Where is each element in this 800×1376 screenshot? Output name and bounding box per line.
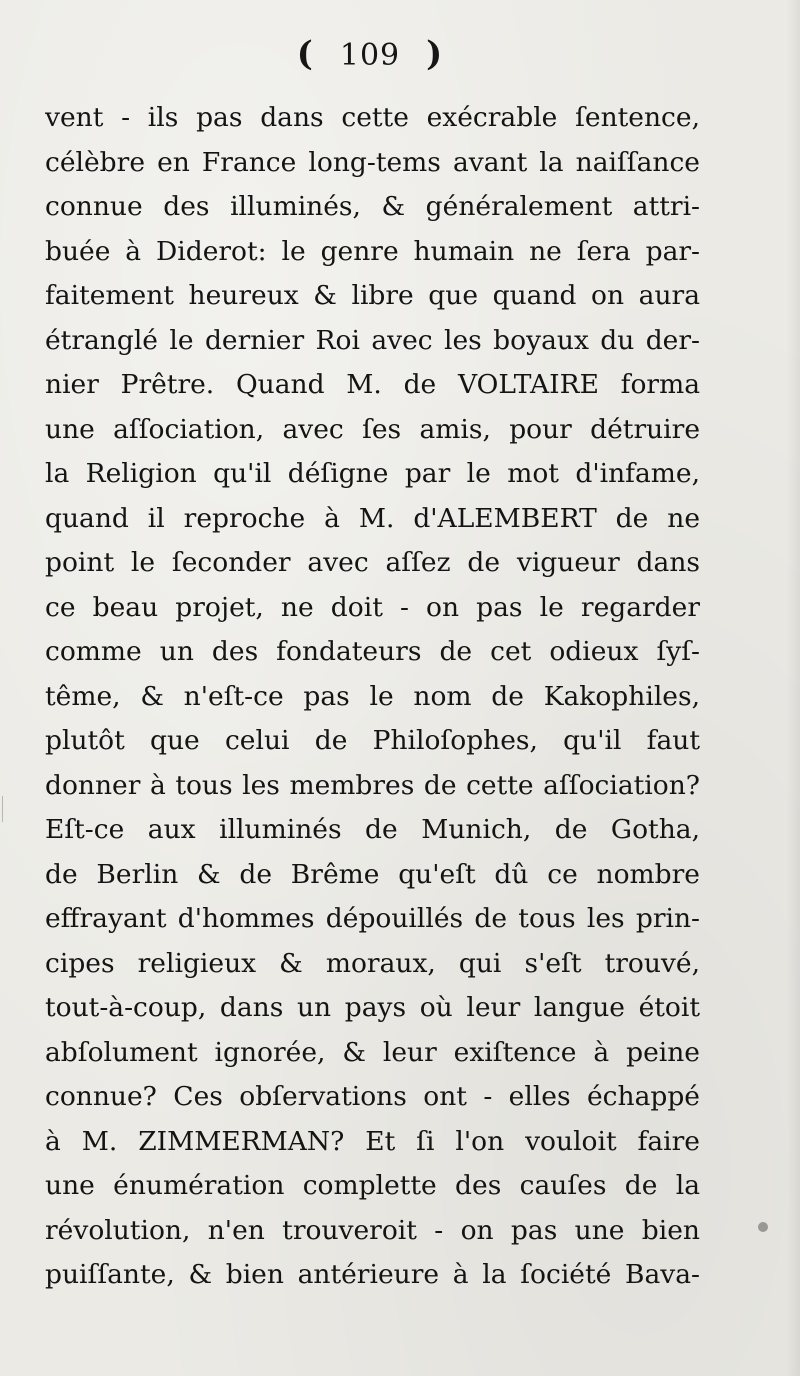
ink-smudge (758, 1222, 768, 1232)
text-line: la Religion qu'il déſigne par le mot d'infame, (45, 458, 700, 489)
text-line: cipes religieux & moraux, qui s'eſt trouvé, (45, 947, 700, 979)
text-line: quand il reproche à M. d'ALEMBERT de ne (45, 502, 700, 534)
page-number-right-paren: ) (426, 34, 444, 74)
text-line: tout-à-coup, dans un pays où leur langue étoit (45, 992, 700, 1023)
text-line: une aſſociation, avec ſes amis, pour détruire (45, 413, 700, 445)
text-line: buée à Diderot: le genre humain ne ſera par- (45, 235, 700, 267)
text-line: à M. ZIMMERMAN? Et ſi l'on vouloit faire (45, 1125, 700, 1157)
body-text (45, 96, 700, 1298)
page-number: 109 (339, 38, 401, 73)
text-line: tême, & n'eſt-ce pas le nom de Kakophiles, (45, 680, 700, 712)
text-line: point le ſeconder avec aſſez de vigueur dans (45, 547, 700, 578)
page-number-left-paren: ( (296, 34, 314, 74)
text-line: comme un des fondateurs de cet odieux ſyſ- (45, 636, 700, 667)
page-edge-shadow (786, 0, 800, 1376)
text-line: de Berlin & de Brême qu'eſt dû ce nombre (45, 858, 700, 890)
text-line: une énumération complette des cauſes de la (45, 1170, 700, 1201)
text-line: vent - ils pas dans cette exécrable ſentence, (45, 102, 700, 133)
text-line: nier Prêtre. Quand M. de VOLTAIRE forma (45, 369, 700, 400)
text-line: célèbre en France long-tems avant la naiſſance (45, 146, 700, 178)
text-line: puiſſante, & bien antérieure à la ſociété Bava- (45, 1259, 700, 1290)
page-number-header (0, 34, 740, 74)
margin-mark (2, 796, 11, 822)
text-line: connue? Ces obſervations ont - elles échappé (45, 1081, 700, 1112)
text-line: effrayant d'hommes dépouillés de tous les prin- (45, 903, 700, 934)
text-line: donner à tous les membres de cette aſſociation? (45, 769, 700, 801)
text-line: connue des illuminés, & généralement attri- (45, 191, 700, 222)
text-line: faitement heureux & libre que quand on aura (45, 280, 700, 311)
text-line: étranglé le dernier Roi avec les boyaux du der- (45, 324, 700, 356)
text-line: révolution, n'en trouveroit - on pas une bien (45, 1214, 700, 1246)
text-line: Eſt-ce aux illuminés de Munich, de Gotha, (45, 814, 700, 845)
text-line: ce beau projet, ne doit - on pas le regarder (45, 591, 700, 623)
text-line: abſolument ignorée, & leur exiſtence à peine (45, 1036, 700, 1068)
text-line: plutôt que celui de Philoſophes, qu'il faut (45, 725, 700, 756)
